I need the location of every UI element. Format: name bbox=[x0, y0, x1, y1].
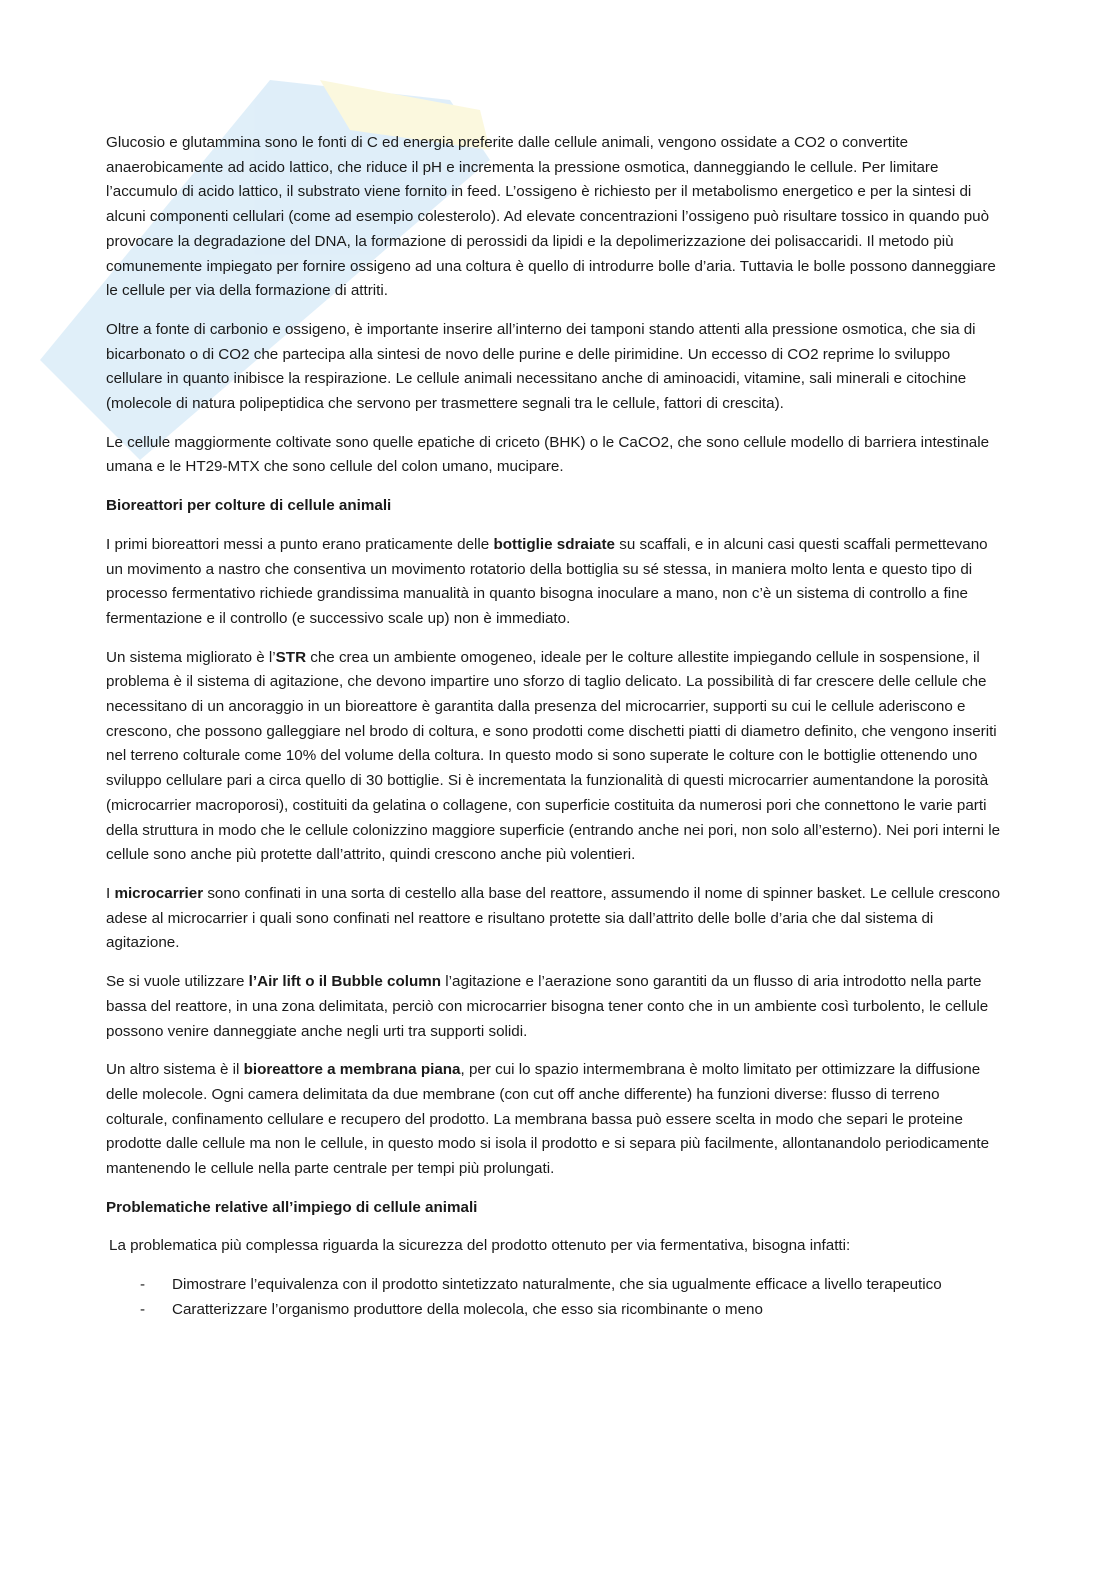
text-run: , per cui lo spazio intermembrana è molto limitato per ottimizzare la diffusione delle molecole. Ogni camera delimitata da due membrane (con cut off anche differente) ha funzioni diverse: flusso di terreno colturale, confinamento cellulare e recupero del prodotto. La membrana bassa può essere scelta in modo che separi le proteine prodotte dalle cellule ma non le cellule, in questo modo si isola il prodotto e si separa più facilmente, allontanandolo periodicamente mantenendo le cellule nella parte centrale per tempi più prolungati. bbox=[106, 1061, 990, 1178]
paragraphs-bioreattori bbox=[106, 533, 1002, 1182]
bullet-item bbox=[106, 1298, 1002, 1323]
paragraph-p4 bbox=[106, 533, 1002, 632]
paragraph-p6 bbox=[106, 882, 1002, 956]
bold-term: bioreattore a membrana piana bbox=[243, 1061, 461, 1079]
paragraph-p3 bbox=[106, 431, 1002, 480]
text-run: I primi bioreattori messi a punto erano praticamente delle bbox=[106, 535, 494, 553]
text-run: Un altro sistema è il bbox=[106, 1061, 244, 1079]
bullet-list bbox=[106, 1273, 1002, 1322]
bullet-dash: - bbox=[140, 1276, 146, 1294]
text-run: Le cellule maggiormente coltivate sono quelle epatiche di criceto (BHK) o le CaCO2, che sono cellule modello di barriera intestinale umana e le HT29-MTX che sono cellule del colon umano, mucipare. bbox=[106, 433, 990, 476]
paragraph-p8 bbox=[106, 1058, 1002, 1182]
text-run: Glucosio e glutammina sono le fonti di C ed energia preferite dalle cellule animali, vengono ossidate a CO2 o convertite anaerobicamente ad acido lattico, che riduce il pH e incrementa la pressione osmotica, danneggiando le cellule. Per limitare l’accumulo di acido lattico, il substrato viene fornito in feed. L’ossigeno è richiesto per il metabolismo energetico e per la sintesi di alcuni componenti cellulari (come ad esempio colesterolo). Ad elevate concentrazioni l’ossigeno può risultare tossico in quando può provocare la degradazione del DNA, la formazione di perossidi da lipidi e la depolimerizzazione dei polisaccaridi. Il metodo più comunemente impiegato per fornire ossigeno ad una coltura è quello di introdurre bolle d’aria. Tuttavia le bolle possono danneggiare le cellule per via della formazione di attriti. bbox=[106, 134, 996, 300]
text-run: I bbox=[106, 884, 115, 902]
bold-term: l’Air lift o il Bubble column bbox=[248, 973, 442, 991]
text-run: Oltre a fonte di carbonio e ossigeno, è importante inserire all’interno dei tamponi stando attenti alla pressione osmotica, che sia di bicarbonato o di CO2 che partecipa alla sintesi de novo delle purine e delle pirimidine. Un eccesso di CO2 reprime lo sviluppo cellulare in quanto inibisce la respirazione. Le cellule animali necessitano anche di aminoacidi, vitamine, sali minerali e citochine (molecole di natura polipeptidica che servono per trasmettere segnali tra le cellule, fattori di crescita). bbox=[106, 320, 976, 413]
paragraph-p5 bbox=[106, 646, 1002, 868]
bullet-item bbox=[106, 1273, 1002, 1298]
bold-term: STR bbox=[275, 648, 307, 666]
paragraph-p1 bbox=[106, 131, 1002, 304]
paragraphs-top bbox=[106, 131, 1002, 480]
bullet-text: Dimostrare l’equivalenza con il prodotto sintetizzato naturalmente, che sia ugualmente efficace a livello terapeutico bbox=[172, 1276, 942, 1294]
intro-problematiche: La problematica più complessa riguarda la sicurezza del prodotto ottenuto per via fermentativa, bisogna infatti: bbox=[109, 1237, 851, 1255]
text-run: Se si vuole utilizzare bbox=[106, 973, 249, 991]
paragraph-p2 bbox=[106, 318, 1002, 417]
text-run: Un sistema migliorato è l’ bbox=[106, 648, 276, 666]
document-page bbox=[106, 131, 1002, 1323]
heading-bioreattori: Bioreattori per colture di cellule animali bbox=[106, 497, 392, 515]
bold-term: microcarrier bbox=[114, 884, 204, 902]
text-run: che crea un ambiente omogeneo, ideale per le colture allestite impiegando cellule in sospensione, il problema è il sistema di agitazione, che devono impartire uno sforzo di taglio delicato. La possibilità di far crescere delle cellule che necessitano di un ancoraggio in un bioreattore è garantita dalla presenza del microcarrier, supporti su cui le cellule aderiscono e crescono, che possono galleggiare nel brodo di coltura, e sono prodotti come dischetti piatti di diametro definito, che vengono inseriti nel terreno colturale come 10% del volume della coltura. In questo modo si sono superate le colture con le bottiglie ottenendo uno sviluppo cellulare pari a circa quello di 30 bottiglie. Si è incrementata la funzionalità di questi microcarrier aumentandone la porosità (microcarrier macroporosi), costituiti da gelatina o collagene, con superficie costituita da numerosi pori che connettono le varie parti della struttura in modo che le cellule colonizzino maggiore superficie (entrando anche nei pori, non solo all’esterno). Nei pori interni le cellule sono anche più protette dall’attrito, quindi crescono anche più volentieri. bbox=[106, 648, 1001, 864]
paragraph-p7 bbox=[106, 970, 1002, 1044]
bullet-dash: - bbox=[140, 1300, 146, 1318]
bold-term: bottiglie sdraiate bbox=[493, 535, 616, 553]
text-run: sono confinati in una sorta di cestello alla base del reattore, assumendo il nome di spinner basket. Le cellule crescono adese al microcarrier i quali sono confinati nel reattore e risultano protette sia dall’attrito delle bolle d’aria che dal sistema di agitazione. bbox=[106, 884, 1001, 952]
text-run: l’agitazione e l’aerazione sono garantiti da un flusso di aria introdotto nella parte bassa del reattore, in una zona delimitata, perciò con microcarrier bisogna tener conto che in un ambiente così turbolento, le cellule possono venire danneggiate anche negli urti tra supporti solidi. bbox=[106, 973, 989, 1040]
heading-problematiche: Problematiche relative all’impiego di cellule animali bbox=[106, 1198, 478, 1216]
bullet-text: Caratterizzare l’organismo produttore della molecola, che esso sia ricombinante o meno bbox=[172, 1300, 763, 1318]
text-run: su scaffali, e in alcuni casi questi scaffali permettevano un movimento a nastro che consentiva un movimento rotatorio della bottiglia su sé stessa, in maniera molto lenta e questo tipo di processo fermentativo richiede grandissima manualità in quanto bisogna inoculare a mano, non c’è un sistema di controllo a fine fermentazione e il controllo (e successivo scale up) non è immediato. bbox=[106, 535, 988, 627]
